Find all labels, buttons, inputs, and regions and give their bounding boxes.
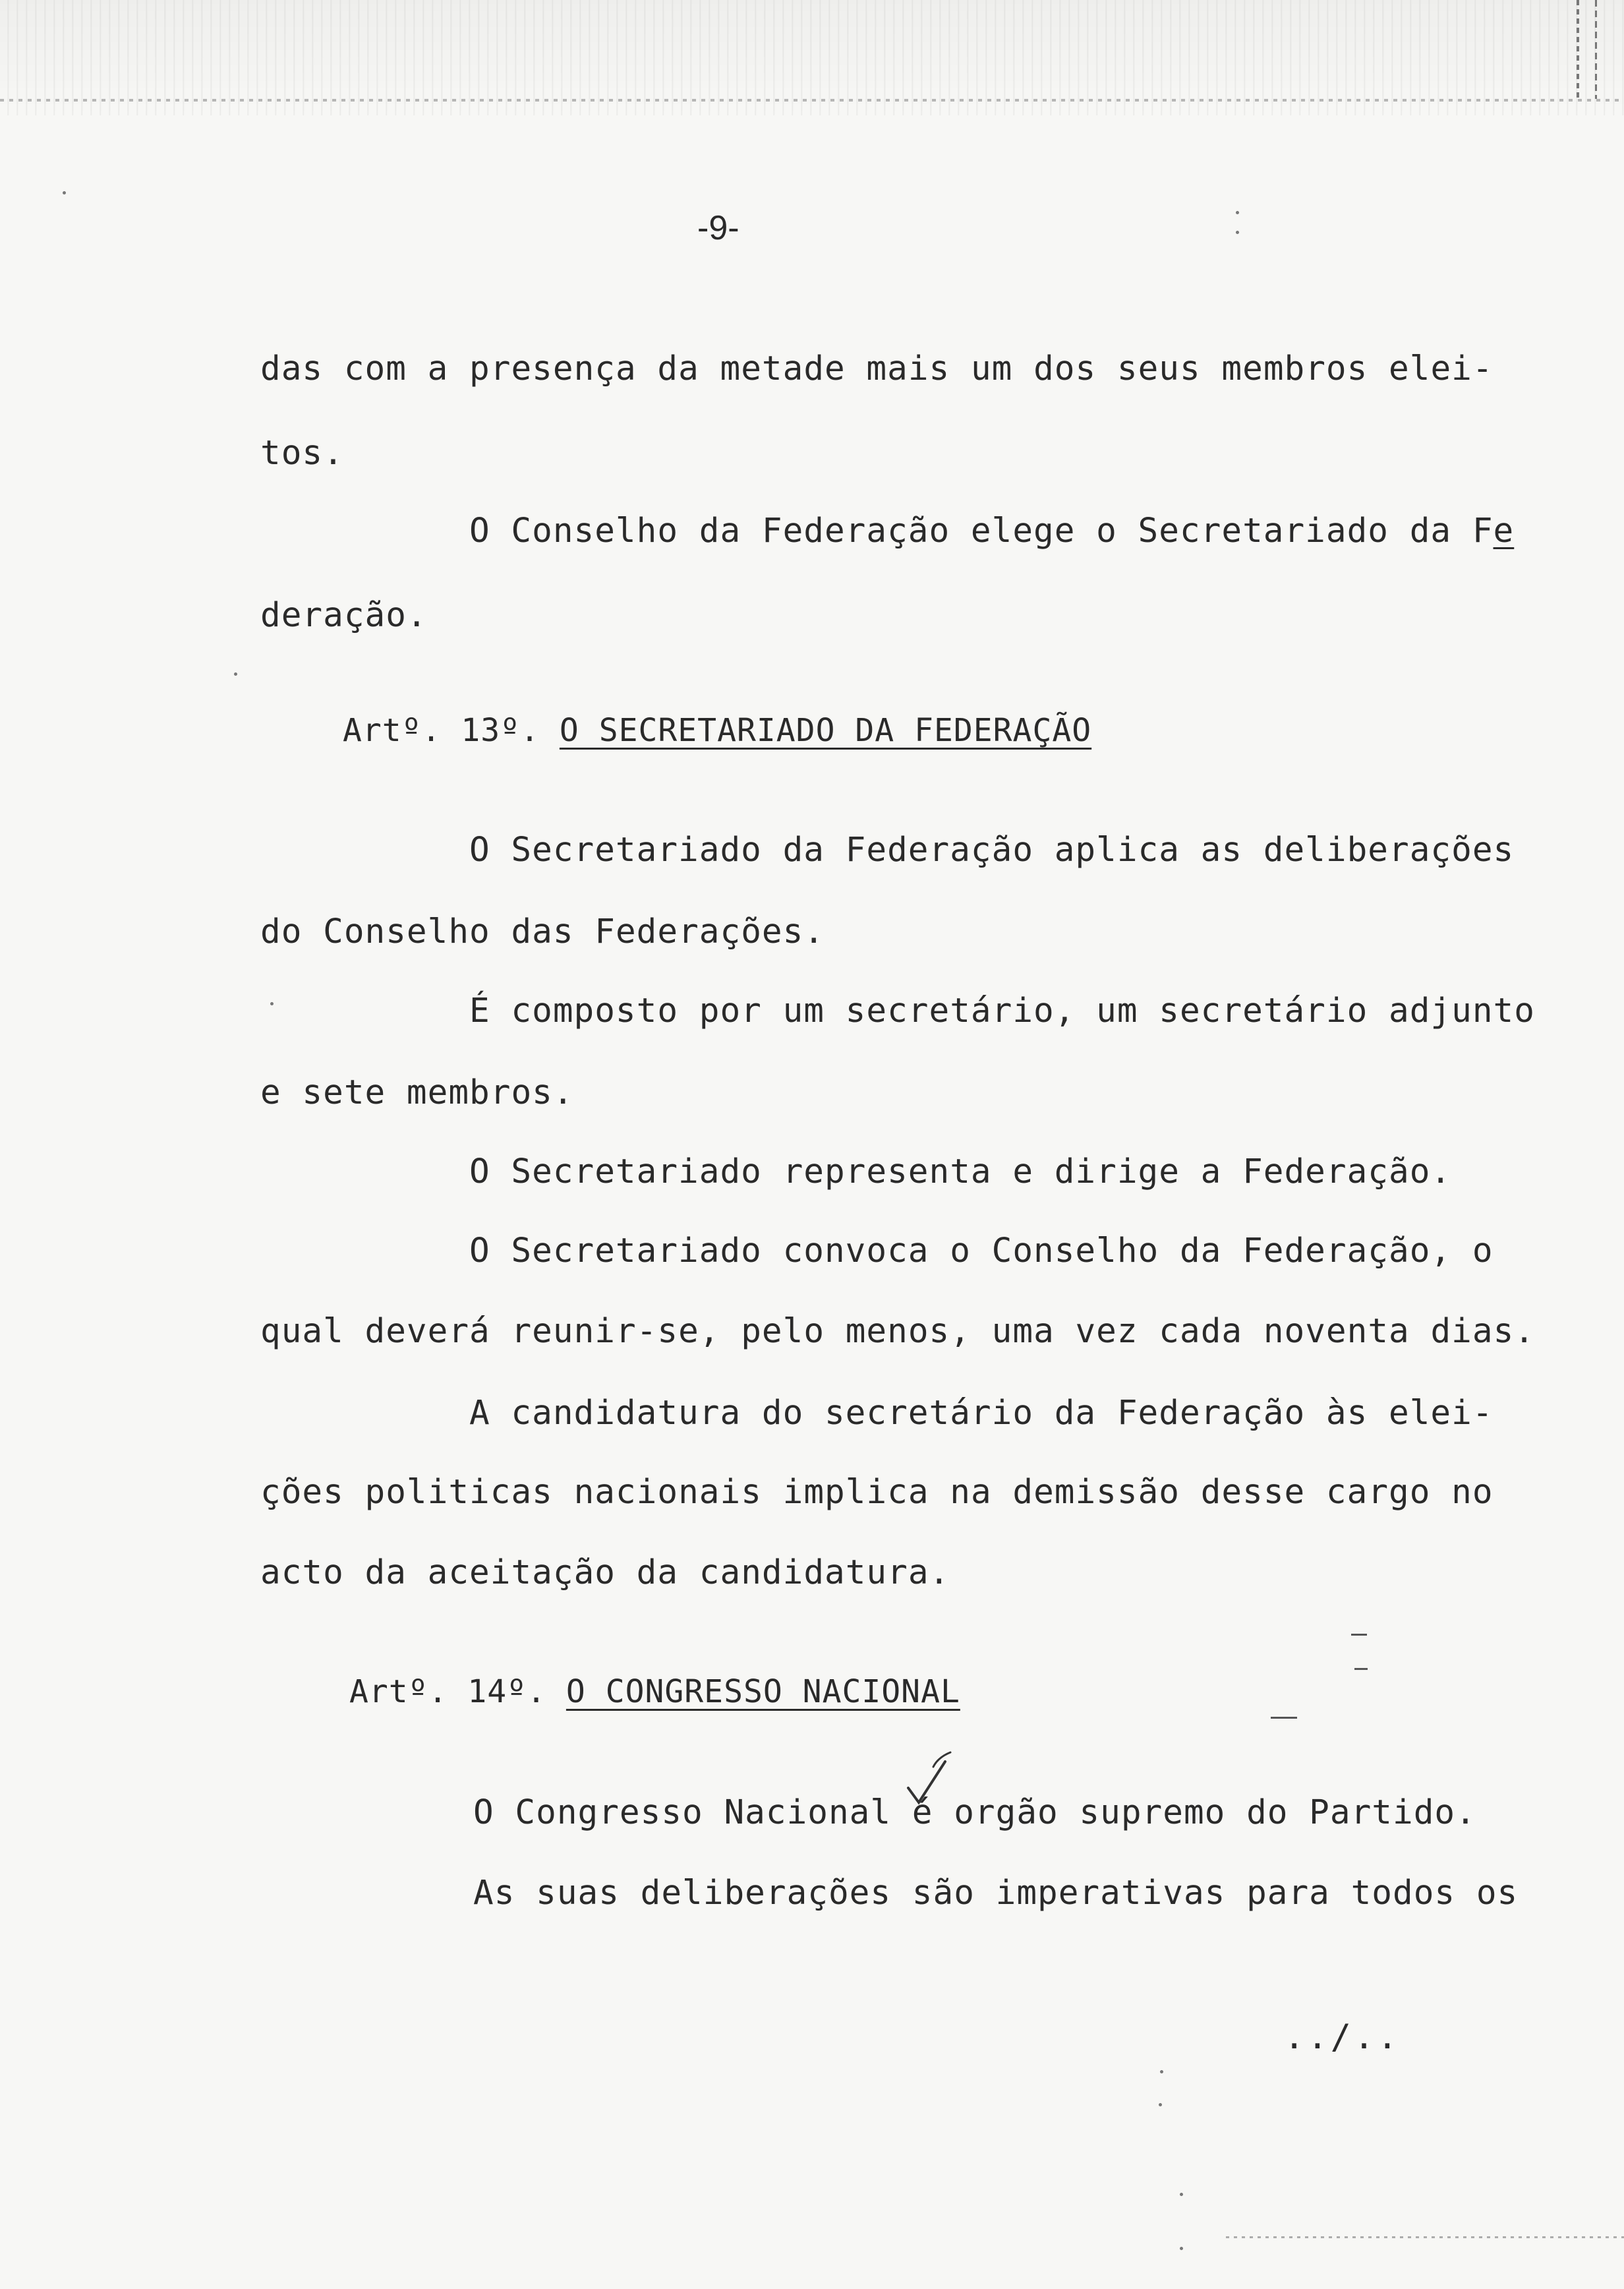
scan-mark bbox=[1354, 1668, 1368, 1670]
article-number: Artº. 14º. bbox=[349, 1673, 546, 1710]
article-number: Artº. 13º. bbox=[343, 712, 540, 749]
page-number: -9- bbox=[697, 209, 740, 247]
continuation-mark: ../.. bbox=[1284, 2017, 1401, 2057]
handwritten-tick-mark bbox=[904, 1747, 957, 1806]
scan-speck bbox=[1236, 231, 1239, 234]
body-line bbox=[469, 512, 1514, 551]
body-line: As suas deliberações são imperativas para todos os bbox=[473, 1874, 1519, 1913]
article-title: O SECRETARIADO DA FEDERAÇÃO bbox=[559, 712, 1092, 749]
scan-speck bbox=[1160, 2070, 1163, 2073]
scan-mark bbox=[1271, 1717, 1297, 1719]
scan-edge-line bbox=[0, 99, 1624, 102]
scan-mark bbox=[1351, 1634, 1367, 1636]
body-line: O Congresso Nacional é orgão supremo do Partido. bbox=[473, 1793, 1476, 1832]
body-line: A candidatura do secretário da Federação às elei- bbox=[469, 1394, 1494, 1433]
article-heading bbox=[349, 1672, 960, 1711]
underlined-letter: e bbox=[1493, 512, 1515, 550]
body-line: acto da aceitação da candidatura. bbox=[260, 1553, 950, 1592]
body-line: tos. bbox=[260, 434, 344, 473]
body-line: O Secretariado da Federação aplica as deliberações bbox=[469, 831, 1515, 870]
scan-noise-top bbox=[0, 0, 1624, 115]
scan-edge-line-bottom bbox=[1226, 2236, 1624, 2238]
article-heading bbox=[343, 711, 1091, 750]
body-line: É composto por um secretário, um secretário adjunto bbox=[469, 992, 1535, 1030]
scan-edge-mark bbox=[1577, 0, 1579, 99]
body-line: qual deverá reunir-se, pelo menos, uma vez cada noventa dias. bbox=[260, 1312, 1535, 1351]
body-line: do Conselho das Federações. bbox=[260, 912, 825, 951]
scan-speck bbox=[1159, 2103, 1162, 2106]
scan-speck bbox=[234, 672, 237, 676]
article-title: O CONGRESSO NACIONAL bbox=[566, 1673, 960, 1710]
scan-speck bbox=[1180, 2247, 1183, 2250]
scan-speck bbox=[270, 1002, 274, 1005]
body-line: O Secretariado representa e dirige a Federação. bbox=[469, 1152, 1452, 1191]
body-line: ções politicas nacionais implica na demissão desse cargo no bbox=[260, 1473, 1494, 1512]
scan-speck bbox=[1236, 211, 1239, 214]
body-line: O Secretariado convoca o Conselho da Federação, o bbox=[469, 1232, 1494, 1270]
scan-speck bbox=[63, 191, 66, 194]
body-line: deração. bbox=[260, 596, 428, 635]
scan-speck bbox=[1180, 2193, 1183, 2196]
scan-edge-mark bbox=[1595, 0, 1597, 99]
body-line: e sete membros. bbox=[260, 1073, 574, 1112]
body-text: O Conselho da Federação elege o Secretariado da F bbox=[469, 512, 1494, 550]
body-line: das com a presença da metade mais um dos seus membros elei- bbox=[260, 349, 1494, 388]
